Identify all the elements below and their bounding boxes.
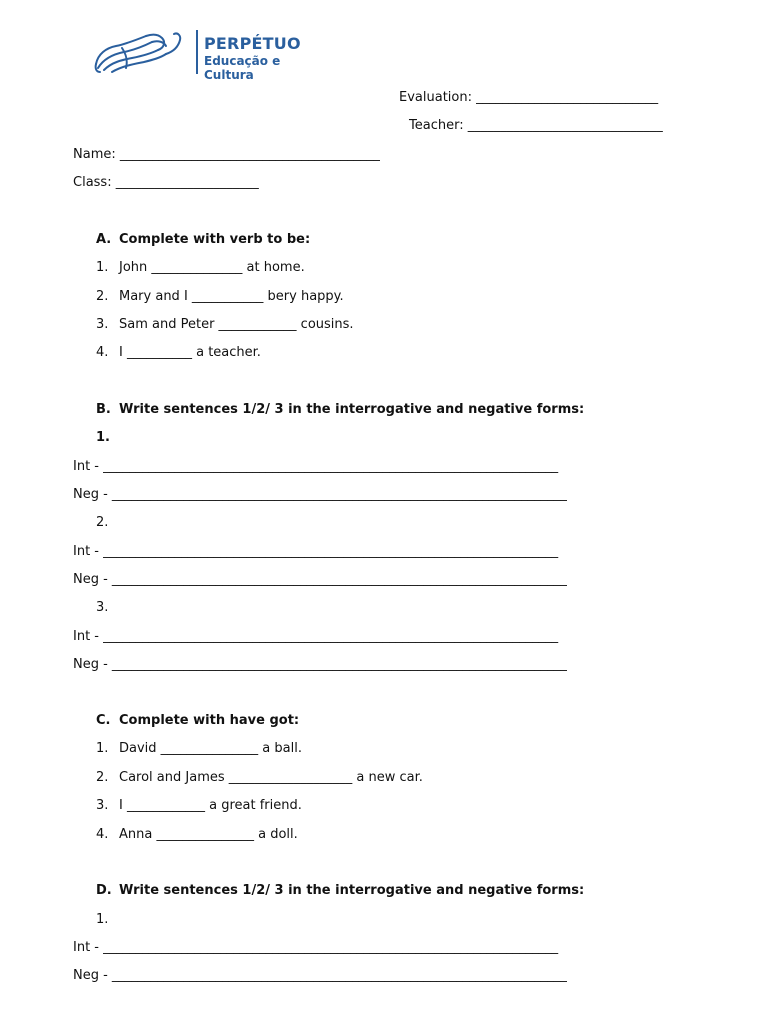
list-item[interactable]: 3. I ____________ a great friend.	[96, 798, 302, 813]
section-d-title: Write sentences 1/2/ 3 in the interrogative and negative forms:	[119, 883, 585, 898]
negative-line[interactable]: Neg - ______________________________________________________________________	[73, 572, 567, 587]
section-a-heading	[96, 232, 310, 248]
group-number: 1.	[96, 912, 109, 927]
list-item[interactable]: 2. Mary and I ___________ bery happy.	[96, 289, 344, 304]
section-b-title: Write sentences 1/2/ 3 in the interrogative and negative forms:	[119, 402, 585, 417]
section-a-letter: A.	[96, 232, 112, 247]
interrogative-line[interactable]: Int - ______________________________________________________________________	[73, 459, 559, 474]
company-logo	[92, 28, 332, 82]
logo-divider	[196, 30, 198, 74]
group-number: 3.	[96, 600, 109, 615]
list-item[interactable]: 1. David _______________ a ball.	[96, 741, 302, 756]
group-number: 1.	[96, 430, 110, 445]
class-field[interactable]: Class: ______________________	[73, 175, 259, 190]
interrogative-line[interactable]: Int - ______________________________________________________________________	[73, 544, 559, 559]
name-field[interactable]: Name: ________________________________________	[73, 147, 380, 162]
section-d-heading	[96, 883, 584, 899]
section-b-heading	[96, 402, 584, 418]
interrogative-line[interactable]: Int - ______________________________________________________________________	[73, 940, 559, 955]
section-c-letter: C.	[96, 713, 111, 728]
section-b-letter: B.	[96, 402, 111, 417]
list-item[interactable]: 4. I __________ a teacher.	[96, 345, 261, 360]
negative-line[interactable]: Neg - ______________________________________________________________________	[73, 487, 567, 502]
section-c-title: Complete with have got:	[119, 713, 300, 728]
evaluation-field[interactable]: Evaluation: ____________________________	[399, 90, 659, 105]
section-d-letter: D.	[96, 883, 112, 898]
list-item[interactable]: 2. Carol and James ___________________ a new car.	[96, 770, 423, 785]
negative-line[interactable]: Neg - ______________________________________________________________________	[73, 657, 567, 672]
section-c-heading	[96, 713, 299, 729]
list-item[interactable]: 1. John ______________ at home.	[96, 260, 305, 275]
list-item[interactable]: 4. Anna _______________ a doll.	[96, 827, 298, 842]
negative-line[interactable]: Neg - ______________________________________________________________________	[73, 968, 567, 983]
logo-title: PERPÉTUO	[204, 34, 301, 53]
list-item[interactable]: 3. Sam and Peter ____________ cousins.	[96, 317, 354, 332]
logo-subtitle: Educação e Cultura	[204, 54, 281, 82]
hands-logo-icon	[92, 28, 188, 76]
group-number: 2.	[96, 515, 109, 530]
interrogative-line[interactable]: Int - ______________________________________________________________________	[73, 629, 559, 644]
teacher-field[interactable]: Teacher: ______________________________	[409, 118, 663, 133]
section-a-title: Complete with verb to be:	[119, 232, 311, 247]
